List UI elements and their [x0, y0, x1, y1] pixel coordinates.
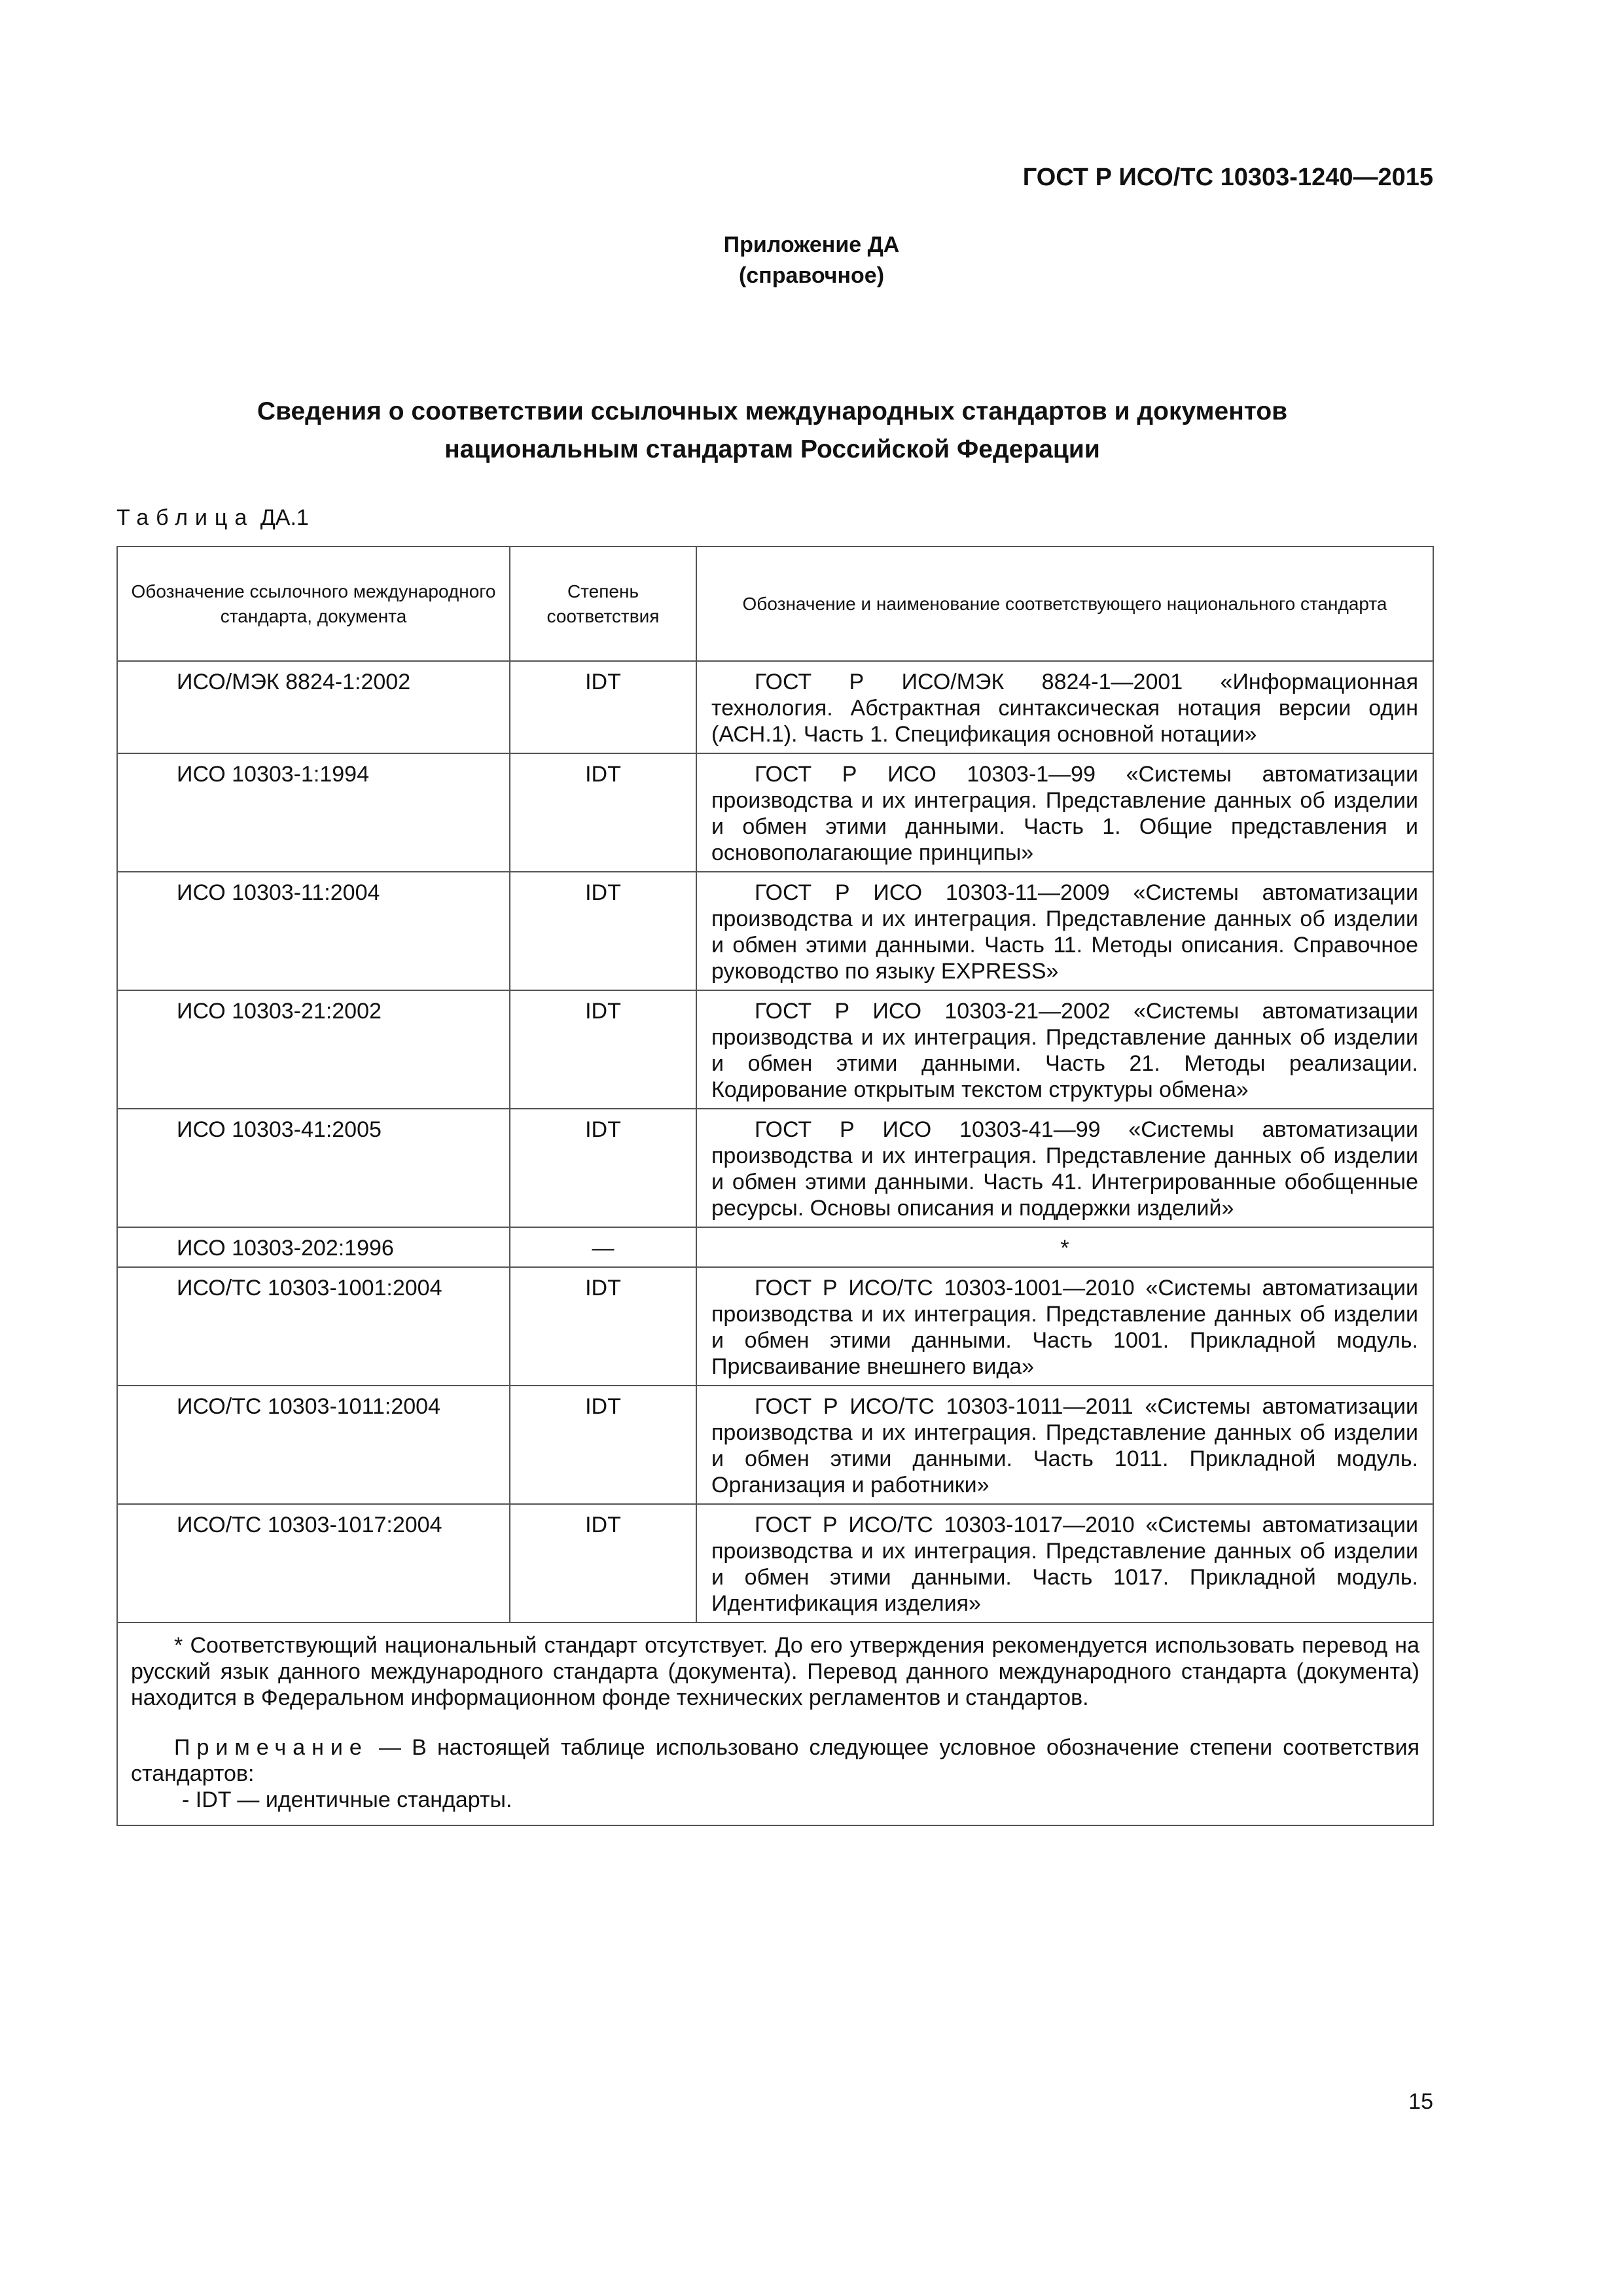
cell-degree: IDT — [510, 661, 696, 753]
cell-national-standard: ГОСТ Р ИСО/ТС 10303-1017—2010 «Системы автоматизации производства и их интеграция. Представление данных об изделии и обмен этими данными. Часть 1017. Прикладной модуль. Идентификация изделия» — [696, 1504, 1433, 1623]
cell-degree: IDT — [510, 1267, 696, 1386]
cell-national-standard: ГОСТ Р ИСО 10303-41—99 «Системы автоматизации производства и их интеграция. Представление данных об изделии и обмен этими данными. Часть 41. Интегрированные обобщенные ресурсы. Основы описания и поддержки изделий» — [696, 1109, 1433, 1227]
cell-degree: IDT — [510, 753, 696, 872]
cell-code: ИСО/ТС 10303-1017:2004 — [117, 1504, 510, 1623]
table-row — [117, 1227, 1433, 1267]
table-row — [117, 1504, 1433, 1623]
note-body: — В настоящей таблице использовано следующее условное обозначение степени соответствия стандартов: — [131, 1735, 1419, 1786]
header-intl-standard: Обозначение ссылочного международного стандарта, документа — [117, 547, 510, 661]
note-text — [131, 1734, 1419, 1787]
cell-national-standard: * — [696, 1227, 1433, 1267]
cell-degree: IDT — [510, 872, 696, 990]
page-number: 15 — [1408, 2089, 1433, 2114]
cell-code: ИСО 10303-202:1996 — [117, 1227, 510, 1267]
table-row — [117, 990, 1433, 1109]
cell-code: ИСО/ТС 10303-1011:2004 — [117, 1386, 510, 1504]
cell-degree: — — [510, 1227, 696, 1267]
cell-code: ИСО 10303-1:1994 — [117, 753, 510, 872]
cell-national-standard: ГОСТ Р ИСО 10303-21—2002 «Системы автоматизации производства и их интеграция. Представление данных об изделии и обмен этими данными. Часть 21. Методы реализации. Кодирование открытым текстом структуры обмена» — [696, 990, 1433, 1109]
cell-degree: IDT — [510, 1386, 696, 1504]
note-list-item: - IDT — идентичные стандарты. — [182, 1787, 512, 1812]
document-code: ГОСТ Р ИСО/ТС 10303-1240—2015 — [1022, 164, 1433, 191]
table-header-row — [117, 547, 1433, 661]
cell-national-standard: ГОСТ Р ИСО/МЭК 8824-1—2001 «Информационная технология. Абстрактная синтаксическая нотация версии один (АСН.1). Часть 1. Спецификация основной нотации» — [696, 661, 1433, 753]
table-caption — [116, 505, 309, 531]
header-national-standard: Обозначение и наименование соответствующего национального стандарта — [696, 547, 1433, 661]
table-row — [117, 1267, 1433, 1386]
table-row — [117, 872, 1433, 990]
cell-degree: IDT — [510, 1504, 696, 1623]
footnote-text: * Соответствующий национальный стандарт отсутствует. До его утверждения рекомендуется использовать перевод на русский язык данного международного стандарта (документа). Перевод данного международного стандарта (документа) находится в Федеральном информационном фонде технических регламентов и стандартов. — [131, 1633, 1419, 1710]
section-heading — [0, 393, 1544, 469]
table-footnote-cell — [117, 1623, 1433, 1825]
table-row — [117, 661, 1433, 753]
heading-line-1: Сведения о соответствии ссылочных международных стандартов и документов — [257, 397, 1288, 425]
cell-code: ИСО/МЭК 8824-1:2002 — [117, 661, 510, 753]
table-caption-word: Таблица — [116, 505, 255, 530]
table-row — [117, 753, 1433, 872]
cell-code: ИСО 10303-41:2005 — [117, 1109, 510, 1227]
cell-degree: IDT — [510, 1109, 696, 1227]
table-row — [117, 1109, 1433, 1227]
table-footnote-row — [117, 1623, 1433, 1825]
cell-code: ИСО 10303-21:2002 — [117, 990, 510, 1109]
table-caption-number: ДА.1 — [254, 505, 309, 530]
note-label: Примечание — [174, 1735, 368, 1760]
cell-national-standard: ГОСТ Р ИСО/ТС 10303-1001—2010 «Системы автоматизации производства и их интеграция. Представление данных об изделии и обмен этими данными. Часть 1001. Прикладной модуль. Присваивание внешнего вида» — [696, 1267, 1433, 1386]
cell-code: ИСО/ТС 10303-1001:2004 — [117, 1267, 510, 1386]
cell-national-standard: ГОСТ Р ИСО 10303-11—2009 «Системы автоматизации производства и их интеграция. Представление данных об изделии и обмен этими данными. Часть 11. Методы описания. Справочное руководство по языку EXPRESS» — [696, 872, 1433, 990]
header-degree: Степень соответствия — [510, 547, 696, 661]
cell-degree: IDT — [510, 990, 696, 1109]
heading-line-2: национальным стандартам Российской Федерации — [444, 435, 1100, 463]
appendix-type: (справочное) — [738, 263, 885, 288]
appendix-title: Приложение ДА — [723, 232, 900, 257]
cell-national-standard: ГОСТ Р ИСО/ТС 10303-1011—2011 «Системы автоматизации производства и их интеграция. Представление данных об изделии и обмен этими данными. Часть 1011. Прикладной модуль. Организация и работники» — [696, 1386, 1433, 1504]
table-row — [117, 1386, 1433, 1504]
cell-code: ИСО 10303-11:2004 — [117, 872, 510, 990]
cell-national-standard: ГОСТ Р ИСО 10303-1—99 «Системы автоматизации производства и их интеграция. Представление данных об изделии и обмен этими данными. Часть 1. Общие представления и основополагающие принципы» — [696, 753, 1433, 872]
correspondence-table — [116, 546, 1434, 1826]
